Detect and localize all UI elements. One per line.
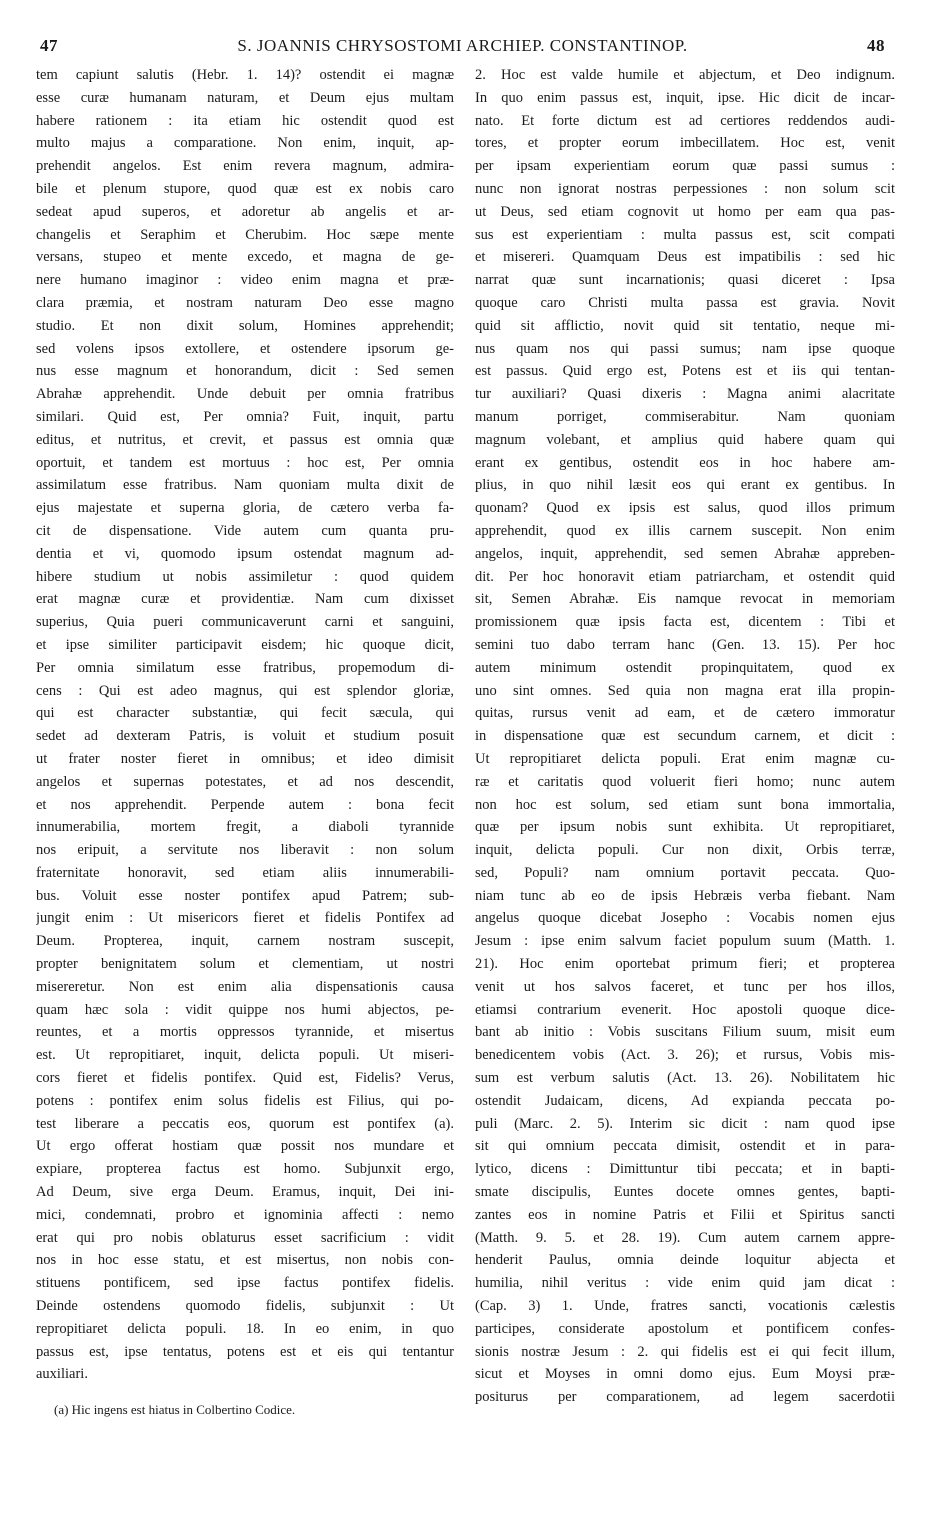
text-line: smate discipulis, Euntes docete omnes gentes, bapti- (475, 1184, 895, 1201)
text-line: angelus quoque dicebat Josepho : Vocabis nomen ejus (475, 910, 895, 927)
text-line: expiare, propterea factus est homo. Subjunxit ergo, (36, 1161, 454, 1178)
text-line: participes, considerate apostolum et pontificem confes- (475, 1320, 895, 1337)
text-line: sit qui omnium peccata dimisit, ostendit et in para- (475, 1138, 895, 1155)
left-column (36, 64, 454, 1420)
text-line: 2. Hoc est valde humile et abjectum, et Deo indignum. (475, 67, 895, 83)
text-line: plius, in quo nihil læsit eos qui erant ex gentibus. In (475, 477, 895, 494)
footnote: (a) Hic ingens est hiatus in Colbertino Codice. (54, 1402, 296, 1418)
text-line: test liberare a peccatis eos, quorum est pontifex (a). (36, 1115, 454, 1132)
text-line: fraternitate honoravit, sed etiam aliis innumerabili- (36, 864, 454, 881)
text-line: qui est character substantiæ, qui fecit sæcula, qui (36, 705, 454, 722)
text-line: Ut ergo offerat hostiam quæ possit nos mundare et (36, 1138, 454, 1155)
text-line: superius, Quia pueri communicaverunt carni et sanguini, (36, 614, 454, 631)
text-line: Ut repropitiaret delicta populi. Erat enim magnæ cu- (475, 750, 895, 767)
text-line: et nos apprehendit. Perpende autem : bona fecit (36, 796, 454, 813)
text-line: quonam? Quod ex ipsis est salus, quod illos primum (475, 500, 895, 517)
text-line: lytico, dicens : Dimittuntur tibi peccata; et in bapti- (475, 1161, 895, 1178)
text-line: Deum. Propterea, inquit, carnem nostram suscepit, (36, 933, 454, 950)
text-line: quoque caro Christi multa passa est gravia. Novit (475, 294, 895, 311)
text-line: sus est experientiam : multa passus est, scit compati (475, 226, 895, 243)
text-line: tem capiunt salutis (Hebr. 1. 14)? ostendit ei magnæ (36, 67, 454, 83)
text-line: quitas, rursus venit ad eam, et de cætero immoratur (475, 705, 895, 722)
text-line: Jesum : ipse enim salvum faciet populum suum (Matth. 1. (475, 933, 895, 950)
text-line: autem minimum ostendit propinquitatem, quod ex (475, 659, 895, 676)
text-line: (Cap. 3) 1. Unde, fratres sancti, vocationis cælestis (475, 1298, 895, 1315)
text-line: sionis nostræ Jesum : 2. qui fidelis est ei qui fecit illum, (475, 1343, 895, 1360)
text-line: manum porriget, commiserabitur. Nam quoniam (475, 408, 895, 425)
text-line: hibere studium ut nobis assimiletur : quod quidem (36, 568, 454, 585)
text-line: niam tunc ab eo de ipsis Hebræis verba fiebant. Nam (475, 887, 895, 904)
text-line: sedet ad dexteram Patris, is voluit et studium posuit (36, 728, 454, 745)
text-line: Abrahæ apprehendit. Unde debuit per omnia fratribus (36, 386, 454, 403)
text-line: stituens pontificem, sed ipse factus pontifex fidelis. (36, 1275, 454, 1292)
text-line: reuntes, et a mortis oppressos tyrannide, et misertus (36, 1024, 454, 1041)
text-line: quid sit afflictio, novit quid sit tentatio, neque mi- (475, 317, 895, 334)
text-line: ostendit Judaicam, dicens, Ad expianda peccata po- (475, 1092, 895, 1109)
text-line: bant ab initio : Vobis suscitans Filium suum, misit eum (475, 1024, 895, 1041)
text-line: innumerabilia, mortem fregit, a diaboli tyrannide (36, 819, 454, 836)
text-line: esse curæ humanam naturam, et Deum ejus multam (36, 89, 454, 106)
text-line: et misereri. Quamquam Deus est impatibilis : sed hic (475, 249, 895, 266)
text-line: misereretur. Non est enim alia dispensationis causa (36, 978, 454, 995)
text-line: per ipsam experientiam eorum quæ passi sumus : (475, 158, 895, 175)
text-line: venit ut hos salvos faceret, et tunc per hos illos, (475, 978, 895, 995)
text-line: erant ex gentibus, ostendit eos in hoc habere am- (475, 454, 895, 471)
text-line: quam hæc sola : vidit quippe nos humi abjectos, pe- (36, 1001, 454, 1018)
text-line: narrat quæ sunt incarnationis; quasi diceret : Ipsa (475, 272, 895, 289)
right-column (475, 64, 895, 1409)
text-line: non hoc est solum, sed etiam sunt bona immortalia, (475, 796, 895, 813)
text-line: studio. Et non dixit solum, Homines apprehendit; (36, 317, 454, 334)
text-line: puli (Marc. 2. 5). Interim sic dicit : nam quod ipse (475, 1115, 895, 1132)
text-line: clara præmia, et nostram naturam Deo esse magno (36, 294, 454, 311)
text-line: repropitiaret delicta populi. 18. In eo enim, in quo (36, 1320, 454, 1337)
text-line: In quo enim passus est, inquit, ipse. Hic dicit de incar- (475, 89, 895, 106)
page-number-right: 48 (867, 36, 885, 55)
text-line: sit, Semen Abrahæ. Eis namque revocat in memoriam (475, 591, 895, 608)
text-line: cors fieret et fidelis pontifex. Quid est, Fidelis? Verus, (36, 1070, 454, 1087)
text-line: magnum volebant, et amplius quid habere quam qui (475, 431, 895, 448)
text-line: Per omnia similatum esse fratribus, propemodum di- (36, 659, 454, 676)
text-line: angelos et supernas potestates, et ad nos descendit, (36, 773, 454, 790)
text-line: semini tuo dabo terram hanc (Gen. 13. 15). Per hoc (475, 636, 895, 653)
text-line: sum est verbum salutis (Act. 13. 26). Nobilitatem hic (475, 1070, 895, 1087)
text-line: est. Ut repropitiaret, inquit, delicta populi. Ut miseri- (36, 1047, 454, 1064)
text-line: apprehendit, quod ex illis carnem suscepit. Non enim (475, 522, 895, 539)
text-line: Ad Deum, sive erga Deum. Eramus, inquit, Dei ini- (36, 1184, 454, 1201)
text-line: humilia, nihil veritus : vide enim quid jam dicat : (475, 1275, 895, 1292)
footnote-spacer (36, 1386, 454, 1400)
text-line: benedicentem vobis (Act. 3. 26); et rursus, Vobis mis- (475, 1047, 895, 1064)
text-line: et ipse similiter participavit eisdem; hic quoque dicit, (36, 636, 454, 653)
text-line: angelos, inquit, apprehendit, sed semen Abrahæ appreben- (475, 545, 895, 562)
text-line: editus, et nutritus, et crevit, et passus est omnia quæ (36, 431, 454, 448)
text-line: cens : Qui est adeo magnus, qui est splendor gloriæ, (36, 682, 454, 699)
text-line: cit de dispensatione. Vide autem cum quanta pru- (36, 522, 454, 539)
text-line: etiamsi contrarium evenerit. Hoc apostoli quoque dice- (475, 1001, 895, 1018)
text-line: positurus per comparationem, ad legem sacerdotii (475, 1389, 895, 1406)
text-line: erat magnæ curæ et providentiæ. Nam cum dixisset (36, 591, 454, 608)
text-line: 21). Hoc enim oportebat primum fieri; et propterea (475, 956, 895, 973)
text-line: nunc non ignorat nostras perpessiones : non solum scit (475, 180, 895, 197)
text-line: sed, Populi? nam omnium portavit peccata. Quo- (475, 864, 895, 881)
text-line: inquit, delicta populi. Cur non dixit, Orbis terræ, (475, 842, 895, 859)
text-line: (Matth. 9. 5. et 28. 19). Cum autem carnem appre- (475, 1229, 895, 1246)
text-line: Deinde ostendens quomodo fidelis, subjunxit : Ut (36, 1298, 454, 1315)
text-line: sicut et Moyses in omni domo ejus. Eum Moysi præ- (475, 1366, 895, 1383)
text-line: auxiliari. (36, 1366, 88, 1383)
text-line: propter benignitatem solum et clementiam, ut nostri (36, 956, 454, 973)
text-line: promissionem quæ ipsis facta est, dicentem : Tibi et (475, 614, 895, 631)
text-line: erat qui pro nobis oblaturus esset sacrificium : vidit (36, 1229, 454, 1246)
text-line: zantes eos in nomine Patris et Filii et Spiritus sancti (475, 1206, 895, 1223)
text-line: nos eripuit, a servitute nos liberavit : non solum (36, 842, 454, 859)
text-line: tores, et propter eorum imbecillatem. Hoc est, venit (475, 135, 895, 152)
text-line: in dispensatione quæ est secundum carnem, et dicit : (475, 728, 895, 745)
text-line: assimilatum esse fratribus. Nam quoniam multa dixit de (36, 477, 454, 494)
text-line: sedeat apud superos, et adoretur ab angelis et ar- (36, 203, 454, 220)
text-line: ut frater noster fieret in omnibus; et ideo dimisit (36, 750, 454, 767)
text-line: tur auxiliari? Quasi dixeris : Magna animi alacritate (475, 386, 895, 403)
text-line: quæ per ipsum nobis sunt exhibita. Ut repropitiaret, (475, 819, 895, 836)
text-line: nos in hoc esse statu, et est misertus, non nobis con- (36, 1252, 454, 1269)
text-line: versans, stupeo et mente excedo, et magna de ge- (36, 249, 454, 266)
text-line: jungit enim : Ut misericors fieret et fidelis Pontifex ad (36, 910, 454, 927)
text-line: uno sint omnes. Sed quia non magna erat illa propin- (475, 682, 895, 699)
text-line: passus est, ipse tentatus, potens est et eis qui tentantur (36, 1343, 454, 1360)
text-line: oportuit, et tandem est mortuus : hoc est, Per omnia (36, 454, 454, 471)
text-line: sed volens ipsos extollere, et ostendere ipsorum ge- (36, 340, 454, 357)
text-line: habere rationem : ita etiam hic ostendit quod est (36, 112, 454, 129)
text-line: multo majus a comparatione. Non enim, inquit, ap- (36, 135, 454, 152)
text-line: bile et plenum stupore, quod quæ est ex nobis caro (36, 180, 454, 197)
text-line: henderit Paulus, omnia deinde loquitur abjecta et (475, 1252, 895, 1269)
text-line: nato. Et forte dictum est ad certiores reddendos audi- (475, 112, 895, 129)
text-line: mici, condemnati, probro et ignominia affecti : nemo (36, 1206, 454, 1223)
text-line: bus. Voluit esse noster pontifex apud Patrem; sub- (36, 887, 454, 904)
text-line: similari. Quid est, Per omnia? Fuit, inquit, partu (36, 408, 454, 425)
text-line: dit. Per hoc honoravit etiam patriarcham, et ostendit quid (475, 568, 895, 585)
text-line: ræ et caritatis quod voluerit fieri homo; nunc autem (475, 773, 895, 790)
text-line: potens : pontifex enim solus fidelis est Filius, qui po- (36, 1092, 454, 1109)
text-line: nus quam nos qui passi sumus; nam ipse quoque (475, 340, 895, 357)
page-number-left: 47 (40, 36, 58, 55)
text-line: prehendit angelos. Est enim revera magnum, admira- (36, 158, 454, 175)
text-line: ut Deus, sed etiam cognovit ut homo per eam qua pas- (475, 203, 895, 220)
text-line: changelis et Seraphim et Cherubim. Hoc sæpe mente (36, 226, 454, 243)
text-line: ejus majestate et superna gloria, de cætero verba fa- (36, 500, 454, 517)
text-line: dentia et vi, quomodo ipsum ostendat magnum ad- (36, 545, 454, 562)
running-title: S. JOANNIS CHRYSOSTOMI ARCHIEP. CONSTANTINOP. (237, 36, 688, 55)
text-line: nus esse magnum et honorandum, dicit : Sed semen (36, 363, 454, 380)
text-line: est passus. Quid ergo est, Potens est et iis qui tentan- (475, 363, 895, 380)
page-header (40, 36, 885, 60)
text-line: nere humano imaginor : video enim magna et præ- (36, 272, 454, 289)
